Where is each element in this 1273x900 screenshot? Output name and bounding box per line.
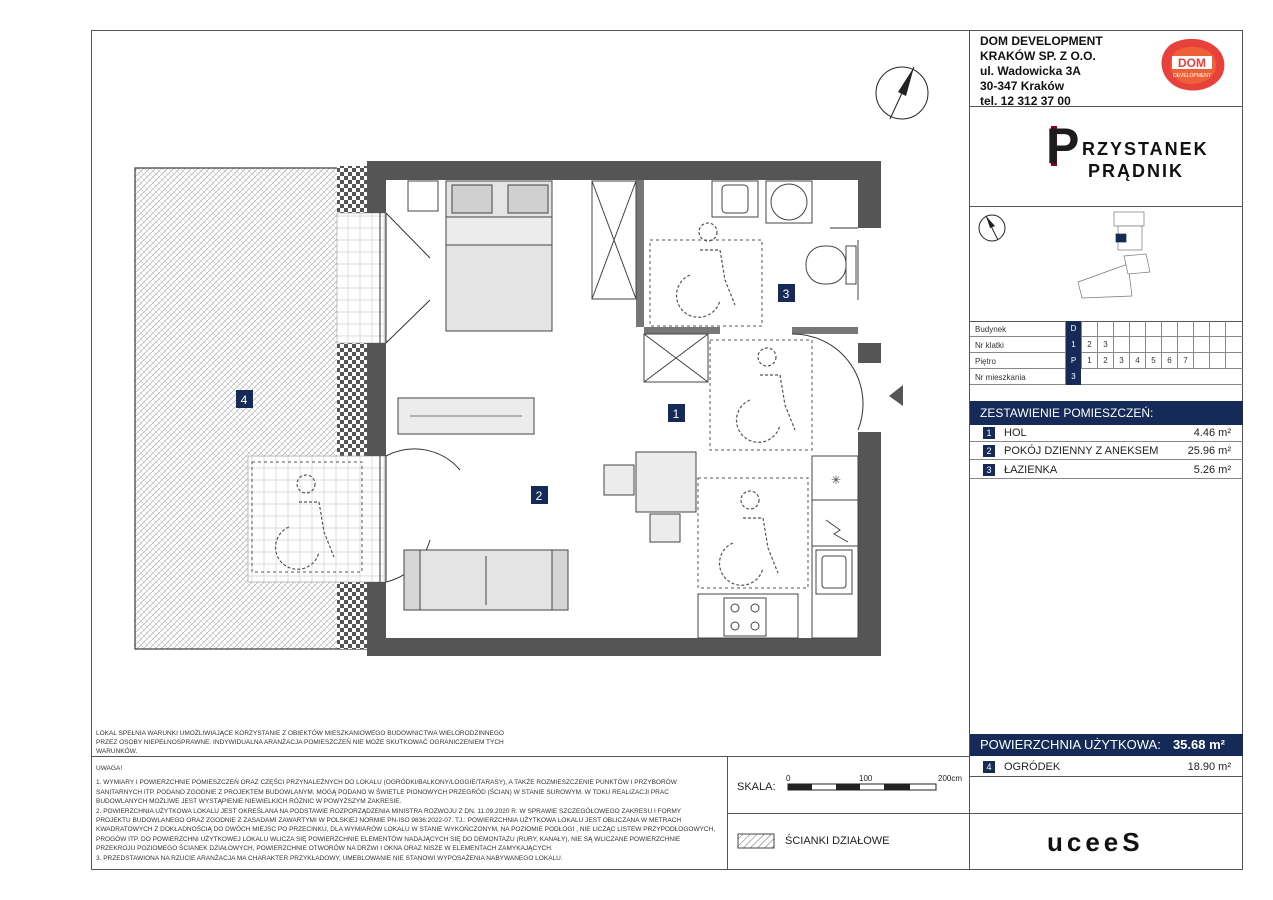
note-1: 1. WYMIARY I POWIERZCHNIE POMIESZCZEŃ ORAZ CZĘŚCI PRZYNALEŻNYCH DO LOKALU (OGRÓDKI/BALKONY/LOGGIE/TARASY), A TAKŻE ROZMIESZCZENIE PUNKTÓW I PRZYBORÓW SANITARNYCH ITP. PODANO ZGODNIE Z PROJEKTEM BUDOWLANYM. MOGĄ PODANO W ŚWIETLE PIONOWYCH PRZEGRÓD (ŚCIAN) W STANIE SUROWYM. W TOKU REALIZACJI PRAC BUDOWLANYCH MOŻLIWE JEST WYSTĄPIENIE NIEWIELKICH RÓŻNIC W POWYŻSZYM ZAKRESIE. xyxy=(96,779,677,806)
info-cell: 3 xyxy=(1097,337,1113,353)
facade-strip-top xyxy=(337,166,367,213)
rooms-header-text: ZESTAWIENIE POMIESZCZEŃ: xyxy=(980,406,1154,420)
room-area: 4.46 m² xyxy=(1193,427,1231,439)
info-label: Nr mieszkania xyxy=(975,373,1026,382)
room-tag-4: 4 xyxy=(240,393,248,407)
info-cell: 6 xyxy=(1161,353,1177,369)
info-cell: P xyxy=(1065,353,1081,369)
north-arrow-icon xyxy=(876,67,928,119)
scale-tick-100: 100 xyxy=(859,774,873,783)
info-cell: 1 xyxy=(1081,353,1097,369)
company-phone: tel. 12 312 37 00 xyxy=(980,94,1071,108)
info-label: Piętro xyxy=(975,357,996,366)
room-tag-1: 1 xyxy=(672,407,680,421)
room-area: 25.96 m² xyxy=(1187,445,1231,457)
logo-letter: P xyxy=(1046,118,1080,174)
company-address-1: ul. Wadowicka 3A xyxy=(980,64,1081,78)
info-label: Nr klatki xyxy=(975,341,1004,350)
company-address-2: 30-347 Kraków xyxy=(980,79,1065,93)
legend-walls-swatch xyxy=(738,834,774,848)
sofa xyxy=(404,550,568,610)
info-label: Budynek xyxy=(975,325,1007,334)
room-tag-2: 2 xyxy=(535,489,543,503)
bathroom-fixtures xyxy=(712,181,858,300)
dom-logo-text: DOM xyxy=(1178,56,1206,70)
uceeS-brand-logo: uceeS xyxy=(1047,827,1144,857)
company-name-1: DOM DEVELOPMENT xyxy=(980,34,1103,48)
info-cell: 5 xyxy=(1145,353,1161,369)
company-name-2: KRAKÓW SP. Z O.O. xyxy=(980,49,1096,63)
bed xyxy=(408,181,552,331)
scale-tick-0: 0 xyxy=(786,774,791,783)
garden-name: OGRÓDEK xyxy=(1004,761,1061,773)
logo-line-1: RZYSTANEK xyxy=(1082,139,1209,159)
note-3: 3. PRZEDSTAWIONA NA RZUCIE ARANŻACJA MA CHARAKTER PRZYKŁADOWY, UMEBLOWANIE NIE STANOWI WYPOSAŻENIA NABYWANEGO LOKALU. xyxy=(96,854,563,862)
site-keyplan xyxy=(1078,212,1150,298)
entrance-arrow-icon xyxy=(889,385,903,406)
terrace-tiles-top xyxy=(337,213,385,343)
info-cell: 4 xyxy=(1129,353,1145,369)
info-cell: 2 xyxy=(1097,353,1113,369)
scale-bar xyxy=(788,784,936,790)
info-cell: D xyxy=(1065,321,1081,337)
room-tag-3: 3 xyxy=(782,287,790,301)
notes-title: UWAGA! xyxy=(96,765,123,772)
facade-strip-bottom xyxy=(337,582,367,649)
info-cell: 7 xyxy=(1177,353,1193,369)
dining-table xyxy=(604,452,696,542)
garden-area: 18.90 m² xyxy=(1187,761,1231,773)
terrace-tiles-bottom xyxy=(248,456,385,582)
info-cell: 1 xyxy=(1065,337,1081,353)
total-area-value: 35.68 m² xyxy=(1172,737,1225,752)
scale-tick-200: 200cm xyxy=(938,774,963,783)
room-number: 2 xyxy=(983,445,995,457)
room-name: HOL xyxy=(1004,427,1027,439)
dom-logo-subtext: DEVELOPMENT xyxy=(1173,73,1211,79)
room-number: 1 xyxy=(983,427,995,439)
wardrobe xyxy=(592,181,636,299)
total-area-label: POWIERZCHNIA UŻYTKOWA: xyxy=(980,737,1161,752)
info-cell: 2 xyxy=(1081,337,1097,353)
logo-line-2: PRĄDNIK xyxy=(1088,161,1185,181)
kitchen xyxy=(698,456,858,638)
svg-text:✳: ✳ xyxy=(830,473,842,487)
room-area: 5.26 m² xyxy=(1193,464,1231,476)
note-2: 2. POWIERZCHNIA UŻYTKOWA LOKALU JEST OKREŚLANA NA PODSTAWIE ROZPORZĄDZENIA MINISTRA ROZWOJU Z DN. 11.09.2020 R. W SPRAWIE SZCZEGÓŁOWEGO ZAKRESU I FORMY PROJEKTU BUDOWLANEGO ORAZ ZGODNIE Z ZASADAMI ZAWARTYMI W POLSKIEJ NORMIE PN-ISO 9836:2022-07. TJ.: POWIERZCHNIA UŻYTKOWA LOKALU JEST OBLICZANA W METRACH KWADRATOWYCH Z DOKŁADNOŚCIĄ DO DWÓCH MIEJSC PO PRZECINKU, DLA WYMIARÓW LOKALU W STANIE WYKOŃCZONYM, NA POZIOMIE PODŁOGI , NIE LICZĄC LISTEW PRZYPODŁOGOWYCH, PROGÓW ITP. DO POWIERZCHNI UŻYTKOWEJ LOKALU WLICZA SIĘ POWIERZCHNIE ELEMENTÓW NADAJĄCYCH SIĘ DO DEMONTAŻU (RURY, KANAŁY), NIE SĄ WLICZANE POWIERZCHNIE PRZEKROJU POZIOMEGO ŚCIANEK DZIAŁOWYCH, POWIERZCHNIE OTWORÓW NA DRZWI I OKNA ORAZ NISZE W ELEMENTACH ZAMYKAJĄCYCH. xyxy=(96,807,716,853)
scale-label: SKALA: xyxy=(737,781,776,793)
room-number: 3 xyxy=(983,464,995,476)
desk xyxy=(398,398,534,434)
facade-strip-mid xyxy=(337,343,367,456)
room-name: POKÓJ DZIENNY Z ANEKSEM xyxy=(1004,445,1159,457)
room-name: ŁAZIENKA xyxy=(1004,464,1058,476)
info-cell: 3 xyxy=(1113,353,1129,369)
keyplan-compass-icon xyxy=(979,215,1005,241)
accessibility-note: LOKAL SPEŁNIA WARUNKI UMOŻLIWIAJĄCE KORZYSTANIE Z OBIEKTÓW MIESZKANIOWEGO BUDOWNICTWA WIELORODZINNEGO PRZEZ OSOBY NIEPEŁNOSPRAWNE. INDYWIDUALNA ARANŻACJA POMIESZCZEŃ NIE MOŻE SKUTKOWAĆ OGRANICZENIEM TYCH WARUNKÓW. xyxy=(96,730,504,755)
wheelchair-icon xyxy=(737,348,795,442)
info-cell: 3 xyxy=(1065,369,1081,385)
wheelchair-icon xyxy=(720,491,778,585)
wheelchair-icon xyxy=(677,223,735,317)
garden-number: 4 xyxy=(983,761,995,773)
legend-walls-label: ŚCIANKI DZIAŁOWE xyxy=(785,835,890,847)
